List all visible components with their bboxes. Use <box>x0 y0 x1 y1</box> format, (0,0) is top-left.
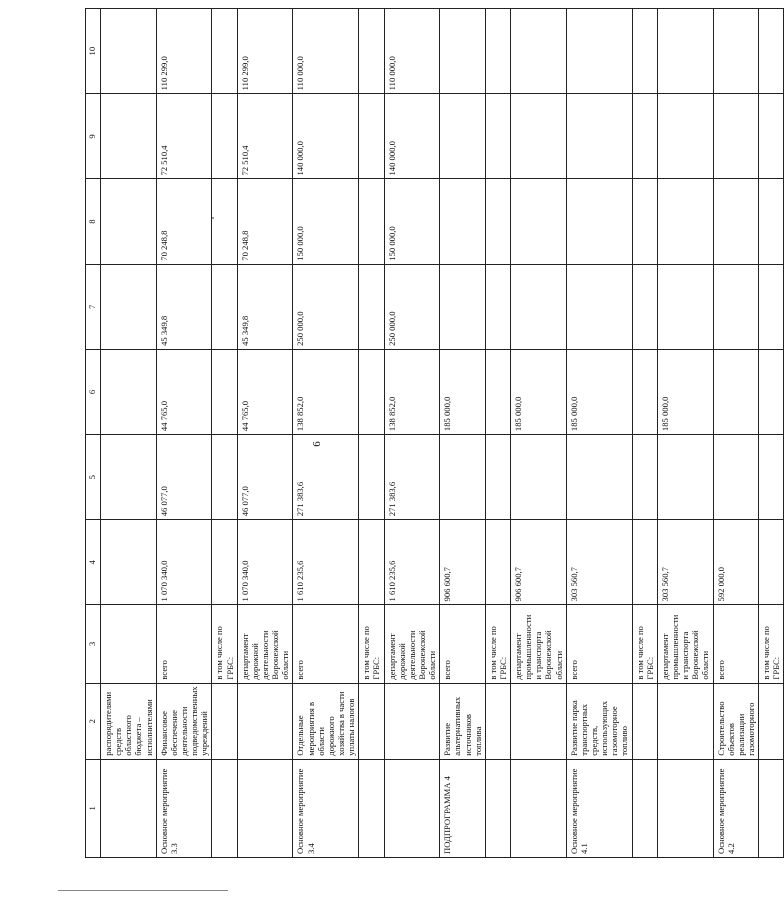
table-cell <box>632 683 657 759</box>
table-row <box>237 9 293 858</box>
table-cell <box>485 9 510 94</box>
table-row <box>485 9 510 858</box>
table-cell <box>632 179 657 264</box>
table-cell: Развитие альтернативных источников топлива <box>440 683 486 759</box>
table-cell: 150 000,0 <box>293 179 359 264</box>
table-cell <box>485 349 510 434</box>
table-cell: Основное мероприятие 3.4 <box>293 759 359 857</box>
table-cell: департамент промышленности и транспорта Воронежской области <box>511 605 567 683</box>
table-cell: Основное мероприятие 4.2 <box>713 759 759 857</box>
table-cell <box>511 264 567 349</box>
table-cell: 70 248,8 <box>237 179 293 264</box>
table-cell: 185 000,0 <box>566 349 632 434</box>
header-row <box>86 9 101 858</box>
rotated-table-container <box>85 8 782 858</box>
header-cell: 8 <box>86 179 101 264</box>
table-cell: 592 000,0 <box>713 520 759 605</box>
header-cell: 7 <box>86 264 101 349</box>
table-row <box>440 9 486 858</box>
table-cell: 72 510,4 <box>156 94 212 179</box>
table-cell: 303 560,7 <box>566 520 632 605</box>
table-cell: всего <box>156 605 212 683</box>
table-cell: 138 852,0 <box>384 349 440 434</box>
table-cell: 44 765,0 <box>156 349 212 434</box>
table-row <box>511 9 567 858</box>
table-cell: 70 248,8 <box>156 179 212 264</box>
header-cell: 3 <box>86 605 101 683</box>
table-cell: в том числе по ГРБС: <box>359 605 384 683</box>
table-cell: 45 349,8 <box>156 264 212 349</box>
table-cell: всего <box>713 605 759 683</box>
table-cell <box>359 264 384 349</box>
table-cell: 250 000,0 <box>384 264 440 349</box>
table-cell: всего <box>566 605 632 683</box>
table-cell: 138 852,0 <box>293 349 359 434</box>
table-cell <box>511 179 567 264</box>
table-cell <box>657 94 713 179</box>
table-cell <box>713 349 759 434</box>
header-cell: 2 <box>86 683 101 759</box>
table-cell <box>101 605 157 683</box>
table-cell: ПОДПРОГРАММА 4 <box>440 759 486 857</box>
table-cell <box>101 759 157 857</box>
table-cell: Строительство объектов реализации газомоторного <box>713 683 759 759</box>
table-cell <box>759 683 784 759</box>
table-body <box>101 9 784 858</box>
table-cell <box>440 94 486 179</box>
table-cell <box>632 264 657 349</box>
table-cell: 140 000,0 <box>293 94 359 179</box>
table-cell <box>101 9 157 94</box>
table-cell <box>713 435 759 520</box>
table-cell <box>101 435 157 520</box>
table-cell <box>657 9 713 94</box>
table-cell: департамент дорожной деятельности Воронежской области <box>384 605 440 683</box>
table-cell: всего <box>440 605 486 683</box>
table-cell <box>485 759 510 857</box>
table-cell <box>212 179 237 264</box>
table-cell: 185 000,0 <box>511 349 567 434</box>
table-cell: 185 000,0 <box>440 349 486 434</box>
table-cell <box>359 349 384 434</box>
table-row <box>156 9 212 858</box>
table-cell <box>485 264 510 349</box>
footer-rule <box>58 890 228 891</box>
table-cell <box>440 9 486 94</box>
table-cell <box>657 759 713 857</box>
table-cell: 906 600,7 <box>440 520 486 605</box>
table-row <box>566 9 632 858</box>
table-cell <box>713 179 759 264</box>
table-cell <box>511 9 567 94</box>
table-cell <box>440 435 486 520</box>
page-number: 6 <box>310 441 323 447</box>
table-cell <box>485 179 510 264</box>
table-cell <box>566 94 632 179</box>
table-cell: в том числе по ГРБС: <box>759 605 784 683</box>
header-cell: 4 <box>86 520 101 605</box>
table-cell <box>632 520 657 605</box>
table-row <box>759 9 784 858</box>
table-cell <box>657 264 713 349</box>
table-cell <box>713 264 759 349</box>
table-cell: 46 077,0 <box>237 435 293 520</box>
header-cell: 9 <box>86 94 101 179</box>
table-cell: Развитие парка транспортных средств, использующих газомоторное топливо <box>566 683 632 759</box>
table-cell: 1 070 340,0 <box>156 520 212 605</box>
budget-table <box>85 8 784 858</box>
table-cell: всего <box>293 605 359 683</box>
table-row <box>384 9 440 858</box>
table-cell <box>212 683 237 759</box>
table-cell <box>566 264 632 349</box>
table-cell <box>511 683 567 759</box>
table-cell: департамент промышленности и транспорта Воронежской области <box>657 605 713 683</box>
table-cell <box>632 349 657 434</box>
table-cell <box>359 179 384 264</box>
table-row <box>212 9 237 858</box>
table-cell <box>759 520 784 605</box>
table-cell: 271 383,6 <box>293 435 359 520</box>
header-cell: 1 <box>86 759 101 857</box>
table-cell: в том числе по ГРБС: <box>485 605 510 683</box>
table-cell: Финансовое обеспечение деятельности подведомственных учреждений <box>156 683 212 759</box>
table-cell <box>212 9 237 94</box>
table-cell <box>212 264 237 349</box>
table-cell <box>359 759 384 857</box>
table-cell <box>566 435 632 520</box>
table-cell <box>759 349 784 434</box>
table-cell <box>566 179 632 264</box>
table-cell <box>632 9 657 94</box>
table-cell <box>359 520 384 605</box>
table-cell: 1 610 235,6 <box>293 520 359 605</box>
table-cell <box>511 759 567 857</box>
table-cell <box>101 179 157 264</box>
table-cell <box>101 264 157 349</box>
table-cell <box>759 435 784 520</box>
table-cell <box>657 179 713 264</box>
table-cell: 45 349,8 <box>237 264 293 349</box>
table-cell: 110 000,0 <box>384 9 440 94</box>
table-cell: 110 299,0 <box>237 9 293 94</box>
table-cell <box>759 264 784 349</box>
table-cell <box>632 759 657 857</box>
table-cell <box>485 520 510 605</box>
table-cell: 140 000,0 <box>384 94 440 179</box>
table-cell <box>359 9 384 94</box>
table-row <box>101 9 157 858</box>
table-cell <box>759 759 784 857</box>
table-cell <box>759 9 784 94</box>
table-cell <box>101 94 157 179</box>
table-cell: Основное мероприятие 4.1 <box>566 759 632 857</box>
table-cell <box>440 264 486 349</box>
table-cell <box>237 683 293 759</box>
table-cell <box>359 435 384 520</box>
table-cell <box>237 759 293 857</box>
table-cell: 906 600,7 <box>511 520 567 605</box>
table-row <box>657 9 713 858</box>
header-cell: 5 <box>86 435 101 520</box>
table-cell: в том числе по ГРБС: <box>632 605 657 683</box>
table-row <box>293 9 359 858</box>
table-cell <box>359 94 384 179</box>
table-row <box>713 9 759 858</box>
header-cell: 10 <box>86 9 101 94</box>
table-cell <box>511 435 567 520</box>
table-cell <box>384 683 440 759</box>
table-cell: 110 000,0 <box>293 9 359 94</box>
table-cell: 271 383,6 <box>384 435 440 520</box>
table-cell <box>212 520 237 605</box>
table-cell <box>713 94 759 179</box>
table-row <box>359 9 384 858</box>
table-cell <box>759 179 784 264</box>
table-cell: 110 299,0 <box>156 9 212 94</box>
table-cell: 1 070 340,0 <box>237 520 293 605</box>
table-cell <box>632 94 657 179</box>
table-cell: Основное мероприятие 3.3 <box>156 759 212 857</box>
table-cell <box>212 435 237 520</box>
table-cell: 185 000,0 <box>657 349 713 434</box>
table-cell <box>359 683 384 759</box>
table-cell: 250 000,0 <box>293 264 359 349</box>
table-cell <box>632 435 657 520</box>
table-cell <box>713 9 759 94</box>
table-cell: распорядителями средств областного бюджета – исполнителями <box>101 683 157 759</box>
table-row <box>632 9 657 858</box>
table-cell <box>511 94 567 179</box>
table-cell <box>657 683 713 759</box>
table-cell <box>212 94 237 179</box>
table-cell <box>485 683 510 759</box>
table-cell <box>212 759 237 857</box>
table-cell <box>212 349 237 434</box>
table-cell <box>101 520 157 605</box>
table-cell <box>566 9 632 94</box>
table-cell <box>440 179 486 264</box>
table-cell <box>657 435 713 520</box>
table-cell <box>759 94 784 179</box>
table-cell: 44 765,0 <box>237 349 293 434</box>
table-cell <box>485 435 510 520</box>
table-cell: 303 560,7 <box>657 520 713 605</box>
table-cell <box>101 349 157 434</box>
table-cell <box>384 759 440 857</box>
header-cell: 6 <box>86 349 101 434</box>
table-cell: 72 510,4 <box>237 94 293 179</box>
table-cell: в том числе по ГРБС: <box>212 605 237 683</box>
table-cell: 46 077,0 <box>156 435 212 520</box>
table-cell: 150 000,0 <box>384 179 440 264</box>
table-cell: Отдельные мероприятия в области дорожного хозяйства в части уплаты налогов <box>293 683 359 759</box>
table-cell: департамент дорожной деятельности Воронежской области <box>237 605 293 683</box>
table-cell <box>485 94 510 179</box>
table-cell: 1 610 235,6 <box>384 520 440 605</box>
